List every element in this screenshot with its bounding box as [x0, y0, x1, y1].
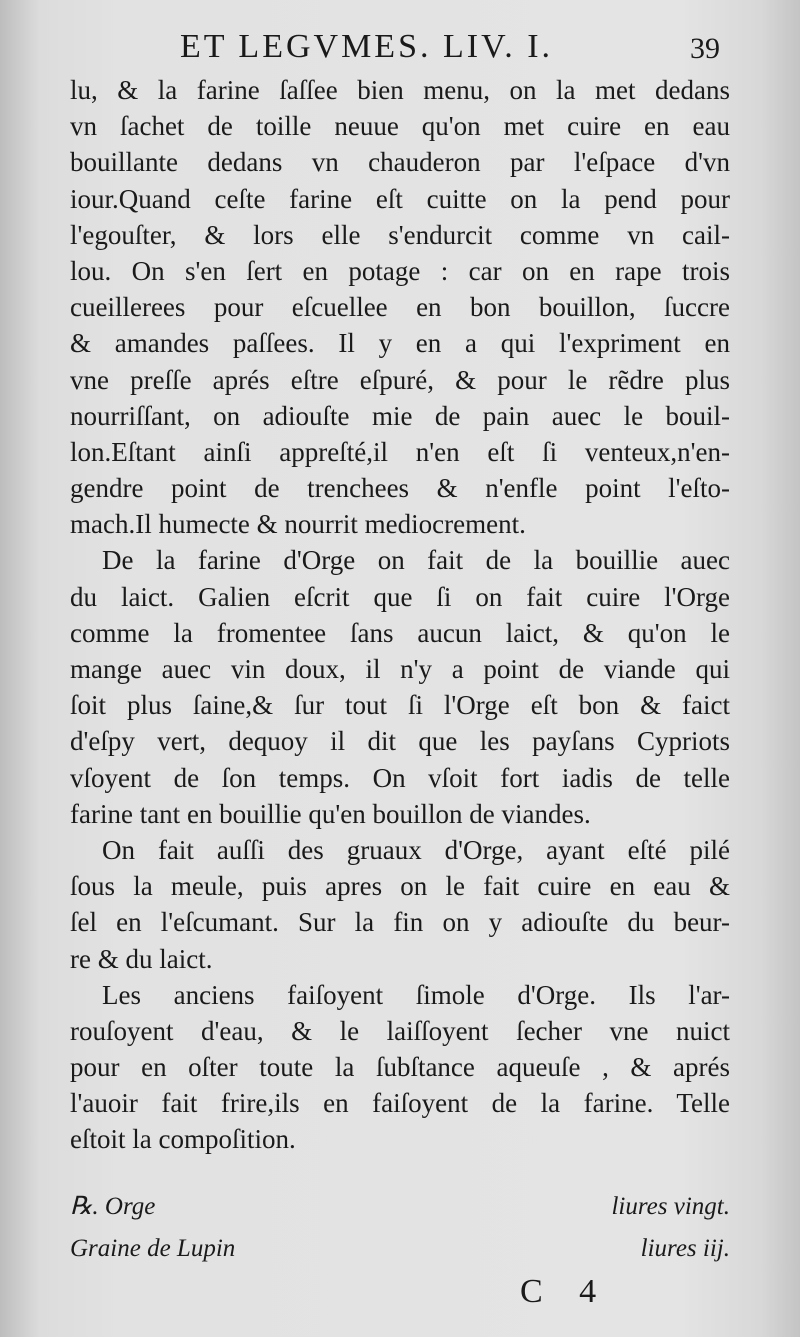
paragraph [70, 542, 730, 832]
text-line: re & du laict. [70, 943, 213, 974]
recipe-ingredient: Graine de Lupin [70, 1235, 236, 1262]
text-line: & amandes paſſees. Il y en a qui l'expriment en [70, 328, 730, 359]
signature-mark: C 4 [520, 1273, 611, 1310]
text-line: ſel en l'eſcumant. Sur la fin on y adiouſte du beur- [70, 907, 730, 938]
text-line: ſoit plus ſaine,& ſur tout ſi l'Orge eſt bon & faict [70, 690, 730, 721]
text-line: mange auec vin doux, il n'y a point de viande qui [70, 654, 730, 684]
text-line: d'eſpy vert, dequoy il dit que les payſans Cypriots [70, 726, 730, 757]
text-line: mach.Il humecte & nourrit mediocrement. [70, 509, 526, 540]
text-line: comme la fromentee ſans aucun laict, & qu'on le [70, 617, 730, 648]
text-line: l'egouſter, & lors elle s'endurcit comme vn cail- [70, 219, 730, 250]
text-line: pour en oſter toute la ſubſtance aqueuſe , & aprés [70, 1052, 730, 1083]
paragraph [70, 832, 730, 977]
recipe-line [70, 1232, 730, 1266]
recipe-line [70, 1190, 730, 1224]
text-line: nourriſſant, on adiouſte mie de pain auec le bouil- [70, 400, 730, 431]
recipe-ingredient: ℞. Orge [70, 1193, 156, 1220]
text-line: vſoyent de ſon temps. On vſoit fort iadis de telle [70, 762, 730, 793]
paragraph [70, 977, 730, 1158]
text-line: Les anciens faiſoyent ſimole d'Orge. Ils l'ar- [102, 979, 730, 1010]
text-line: On fait auſſi des gruaux d'Orge, ayant eſté pilé [102, 834, 730, 865]
body-text [70, 72, 730, 1158]
text-line: farine tant en bouillie qu'en bouillon de viandes. [70, 798, 591, 829]
text-line: vn ſachet de toille neuue qu'on met cuire en eau [70, 111, 730, 142]
text-line: rouſoyent d'eau, & le laiſſoyent ſecher vne nuict [70, 1015, 730, 1046]
text-line: lou. On s'en ſert en potage : car on en rape trois [70, 255, 730, 286]
text-line: du laict. Galien eſcrit que ſi on fait cuire l'Orge [70, 581, 730, 612]
recipe-quantity: liures iij. [640, 1235, 730, 1262]
recipe-quantity: liures vingt. [611, 1193, 730, 1220]
text-line: lon.Eſtant ainſi appreſté,il n'en eſt ſi venteux,n'en- [70, 436, 730, 467]
text-line: l'auoir fait frire,ils en faiſoyent de la farine. Telle [70, 1088, 730, 1119]
running-head: ET LEGVMES. LIV. I. [180, 28, 554, 65]
text-line: gendre point de trenchees & n'enfle point l'eſto- [70, 473, 730, 504]
text-line: bouillante dedans vn chauderon par l'eſpace d'vn [70, 147, 730, 178]
page-number: 39 [690, 32, 720, 65]
paragraph [70, 72, 730, 542]
page-header [0, 22, 800, 72]
text-line: lu, & la farine ſaſſee bien menu, on la met dedans [70, 75, 730, 105]
text-line: eſtoit la compoſition. [70, 1124, 296, 1155]
text-line: iour.Quand ceſte farine eſt cuitte on la pend pour [70, 183, 730, 214]
text-line: ſous la meule, puis apres on le fait cuire en eau & [70, 871, 730, 902]
text-line: De la farine d'Orge on fait de la bouillie auec [102, 545, 730, 576]
text-line: cueillerees pour eſcuellee en bon bouillon, ſuccre [70, 292, 730, 323]
text-line: vne preſſe aprés eſtre eſpuré, & pour le rẽdre plus [70, 364, 730, 395]
